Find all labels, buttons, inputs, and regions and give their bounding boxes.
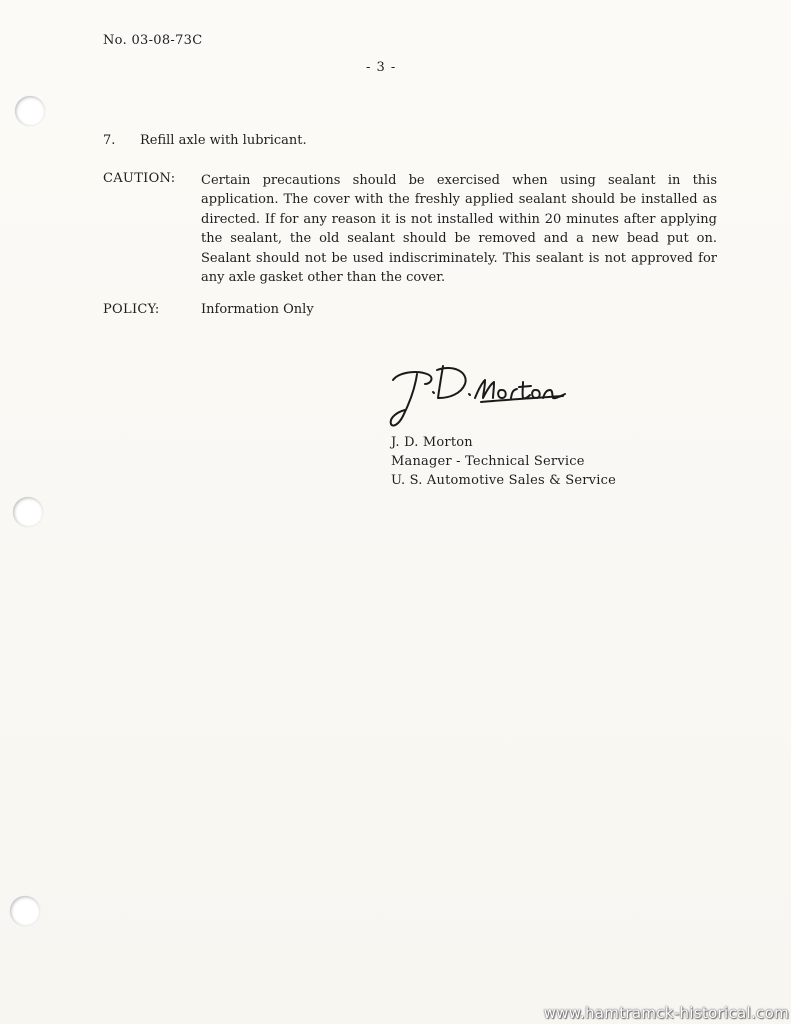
punch-hole <box>10 896 40 926</box>
punch-hole <box>15 96 45 126</box>
policy-text: Information Only <box>201 302 314 317</box>
signer-name: J. D. Morton <box>391 435 473 450</box>
handwritten-signature <box>383 358 573 436</box>
policy-label: POLICY: <box>103 302 160 317</box>
step-text: Refill axle with lubricant. <box>140 133 307 148</box>
step-number: 7. <box>103 133 116 148</box>
page-number: - 3 - <box>366 60 397 75</box>
caution-text: Certain precautions should be exercised when using sealant in this application. The cover with the freshly applied sealant should be installed as directed. If for any reason it is not installed within 20 minutes after applying the sealant, the old sealant should be removed and a new bead put on. Sealant should not be used indiscriminately. This sealant is not approved for any axle gasket other than the cover. <box>201 173 717 286</box>
caution-label: CAUTION: <box>103 171 176 186</box>
signer-organization: U. S. Automotive Sales & Service <box>391 473 616 488</box>
punch-hole <box>13 497 43 527</box>
document-number: No. 03-08-73C <box>103 33 203 48</box>
watermark: www.hamtramck-historical.com <box>543 1004 789 1022</box>
signer-title: Manager - Technical Service <box>391 454 585 469</box>
step-item <box>103 133 307 148</box>
